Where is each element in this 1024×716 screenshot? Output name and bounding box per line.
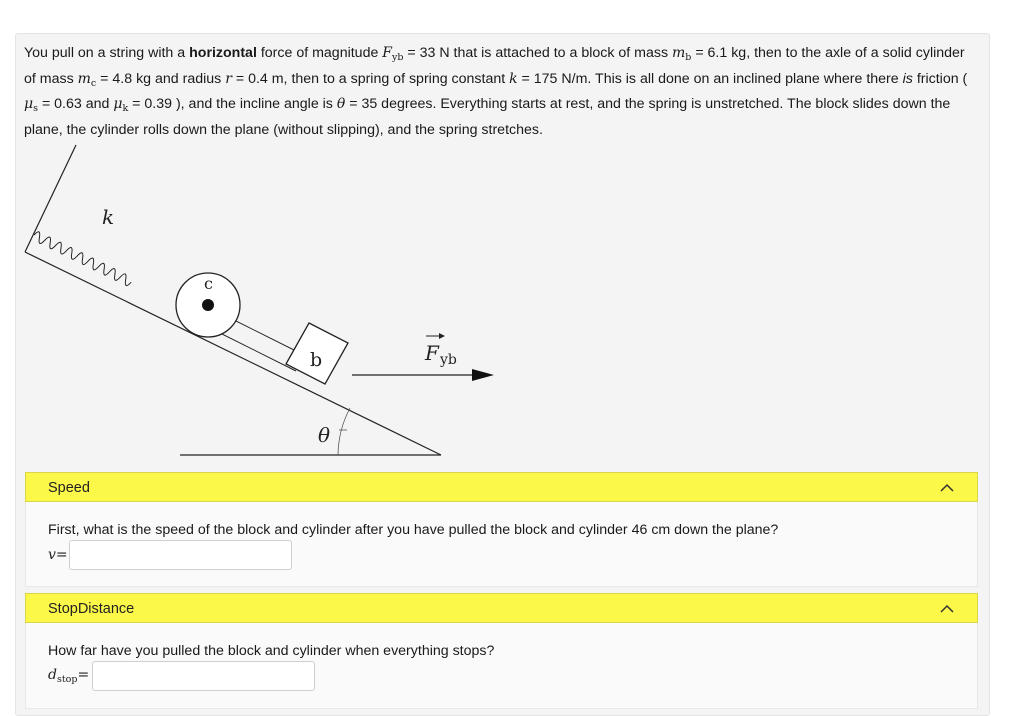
part-title-speed: Speed	[48, 480, 90, 496]
stop-distance-answer-input[interactable]	[92, 661, 315, 691]
incline-diagram	[20, 140, 500, 460]
answer-label-speed: v=	[48, 547, 68, 563]
radius-symbol: r	[225, 70, 232, 87]
force-vector-arrowhead-icon	[439, 333, 445, 339]
part-body-speed	[25, 502, 978, 587]
angle-symbol: θ	[336, 96, 346, 112]
force-symbol: $F_{yb}$	[382, 45, 404, 63]
force-label: F	[425, 341, 439, 365]
block-label: b	[310, 349, 323, 371]
chevron-up-icon[interactable]	[939, 480, 955, 496]
block-mass-symbol: $m_b$	[672, 45, 692, 63]
spring-label: k	[102, 205, 115, 229]
part-header-speed[interactable]	[25, 472, 978, 502]
question-stopdistance: How far have you pulled the block and cylinder when everything stops?	[48, 643, 495, 659]
angle-label: θ	[318, 423, 331, 447]
cylinder-label: c	[204, 274, 213, 293]
spring-constant-symbol: k	[509, 70, 518, 87]
cylinder-mass-symbol: $m_c$	[77, 70, 97, 89]
problem-statement: You pull on a string with a horizontal force of magnitude $F_{yb} = 33$ N that is attached to a block of mass $m_b = 6.1$ kg, then to the axle of a solid cylinder of mass $m_c = 4.8$ kg and radius r = 0.4 m, then to a spring of spring constant k = 175 N/m. This is all done on an inclined plane where there is friction ( $\mu_s = 0.63$ and $\mu_k = 0.39$ ), and the incline angle is θ = 35 degrees. Everything starts at rest, and the spring is unstretched. The block slides down the plane, the cylinder rolls down the plane (without slipping), and the spring stretches.	[24, 45, 968, 138]
cylinder-axle-icon	[202, 299, 214, 311]
part-body-stopdistance	[25, 623, 978, 709]
question-speed: First, what is the speed of the block and cylinder after you have pulled the block and cylinder 46 cm down the plane?	[48, 522, 779, 538]
force-arrowhead-icon	[472, 369, 494, 381]
part-title-stopdistance: StopDistance	[48, 601, 135, 617]
speed-answer-input[interactable]	[69, 540, 292, 570]
force-label-sub: yb	[440, 352, 457, 368]
wall-line	[25, 145, 76, 252]
spring-icon	[32, 231, 133, 287]
angle-arc	[338, 408, 350, 455]
horizontal-emphasis: horizontal	[189, 45, 257, 61]
answer-label-stopdistance: $d_{stop}=$	[48, 667, 90, 685]
static-friction-symbol: $\mu_s$	[24, 96, 38, 114]
part-header-stopdistance[interactable]	[25, 593, 978, 623]
incline-surface	[25, 252, 441, 455]
kinetic-friction-symbol: $\mu_k$	[113, 96, 129, 114]
chevron-up-icon[interactable]	[939, 601, 955, 617]
